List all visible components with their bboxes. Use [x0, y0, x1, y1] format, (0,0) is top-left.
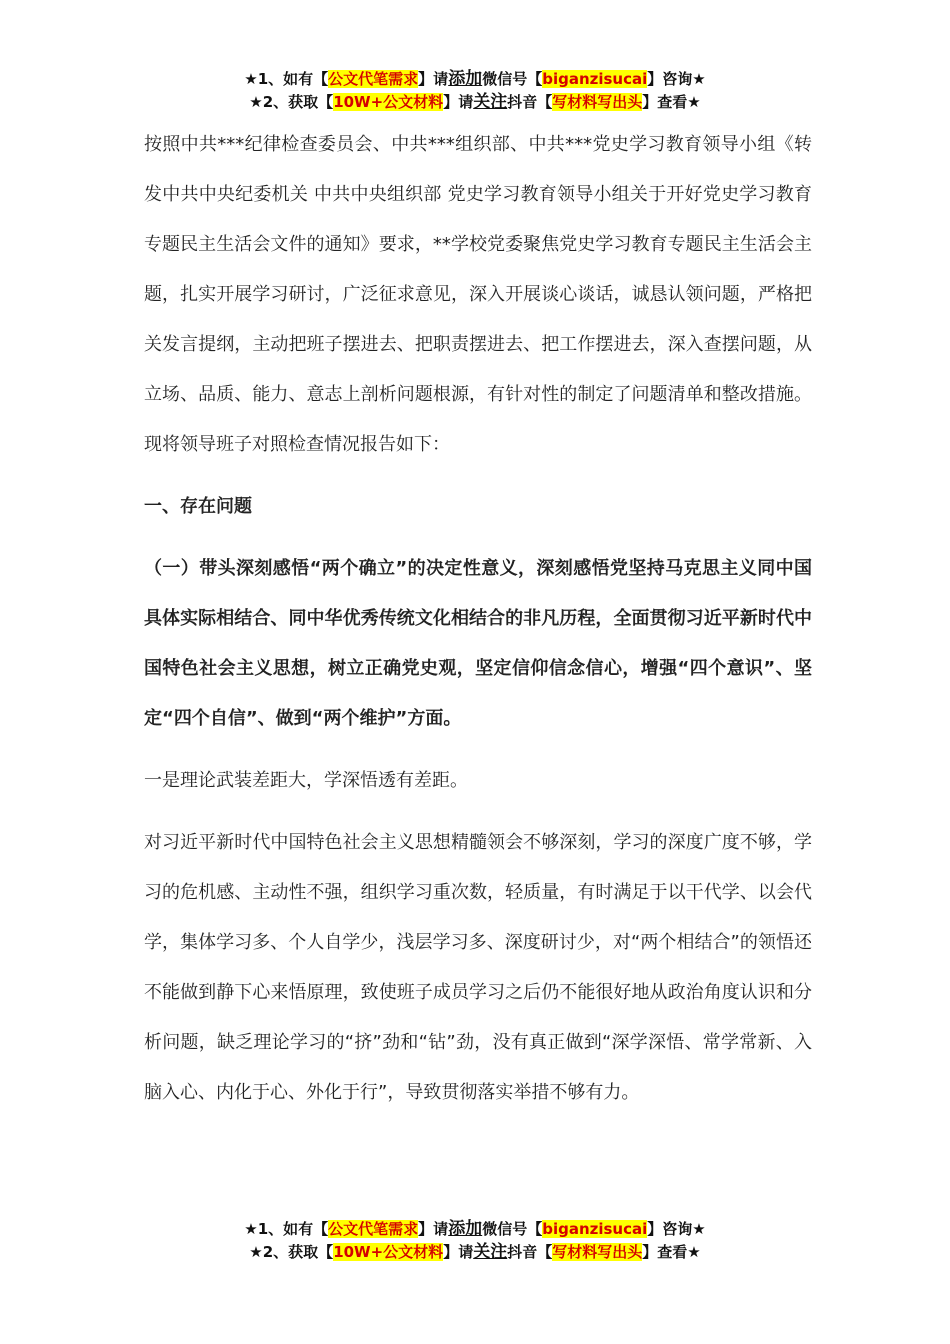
intro-paragraph: 按照中共***纪律检查委员会、中共***组织部、中共***党史学习教育领导小组《转发中共中央纪委机关 中共中央组织部 党史学习教育领导小组关于开好党史学习教育专题民主生活会文件的通知》要求，**学校党委聚焦党史学习教育专题民主生活会主题，扎实开展学习研讨，广泛征求意见，深入开展谈心谈话，诚恳认领问题，严格把关发言提纲，主动把班子摆进去、把职责摆进去、把工作摆进去，深入查摆问题，从立场、品质、能力、意志上剖析问题根源，有针对性的制定了问题清单和整改措施。现将领导班子对照检查情况报告如下：	[144, 134, 812, 455]
document-body	[144, 120, 812, 1118]
point-body-paragraph: 对习近平新时代中国特色社会主义思想精髓领会不够深刻，学习的深度广度不够，学习的危机感、主动性不强，组织学习重次数，轻质量，有时满足于以干代学、以会代学，集体学习多、个人自学少，浅层学习多、深度研讨少，对“两个相结合”的领悟还不能做到静下心来悟原理，致使班子成员学习之后仍不能很好地从政治角度认识和分析问题，缺乏理论学习的“挤”劲和“钻”劲，没有真正做到“深学深悟、常学常新、入脑入心、内化于心、外化于行”，导致贯彻落实举措不够有力。	[144, 832, 812, 1103]
banner-text: 】请	[418, 70, 449, 88]
banner-highlight: biganzisucai	[542, 70, 648, 88]
banner-line-2	[0, 1241, 950, 1264]
banner-text: ★1、如有【	[244, 70, 329, 88]
banner-highlight: 10W+公文材料	[333, 1243, 444, 1261]
banner-highlight: 公文代笔需求	[328, 70, 419, 88]
banner-text: 】请	[443, 1243, 474, 1261]
subsection-heading: （一）带头深刻感悟“两个确立”的决定性意义，深刻感悟党坚持马克思主义同中国具体实际相结合、同中华优秀传统文化相结合的非凡历程，全面贯彻习近平新时代中国特色社会主义思想，树立正确党史观，坚定信仰信念信心，增强“四个意识”、坚定“四个自信”、做到“两个维护”方面。	[144, 558, 812, 729]
banner-underline: 添加	[448, 69, 483, 89]
banner-text: 】请	[418, 1220, 449, 1238]
banner-text: 】咨询★	[647, 1220, 706, 1238]
banner-underline: 关注	[473, 1242, 508, 1262]
banner-line-2	[0, 91, 950, 114]
banner-highlight: biganzisucai	[542, 1220, 648, 1238]
banner-highlight: 10W+公文材料	[333, 93, 444, 111]
banner-highlight: 写材料写出头	[552, 93, 643, 111]
header-banner	[0, 68, 950, 114]
banner-line-1	[0, 68, 950, 91]
banner-text: 】查看★	[642, 93, 701, 111]
banner-text: 】咨询★	[647, 70, 706, 88]
banner-text: ★1、如有【	[244, 1220, 329, 1238]
banner-highlight: 写材料写出头	[552, 1243, 643, 1261]
banner-text: 微信号【	[482, 70, 543, 88]
banner-highlight: 公文代笔需求	[328, 1220, 419, 1238]
point-title: 一是理论武装差距大，学深悟透有差距。	[144, 770, 468, 791]
banner-text: 微信号【	[482, 1220, 543, 1238]
banner-underline: 添加	[448, 1219, 483, 1239]
banner-line-1	[0, 1218, 950, 1241]
banner-text: 】查看★	[642, 1243, 701, 1261]
banner-text: 抖音【	[507, 93, 553, 111]
banner-text: ★2、获取【	[249, 1243, 334, 1261]
section-heading: 一、存在问题	[144, 496, 252, 517]
banner-text: 】请	[443, 93, 474, 111]
banner-text: ★2、获取【	[249, 93, 334, 111]
footer-banner	[0, 1218, 950, 1264]
banner-text: 抖音【	[507, 1243, 553, 1261]
banner-underline: 关注	[473, 92, 508, 112]
